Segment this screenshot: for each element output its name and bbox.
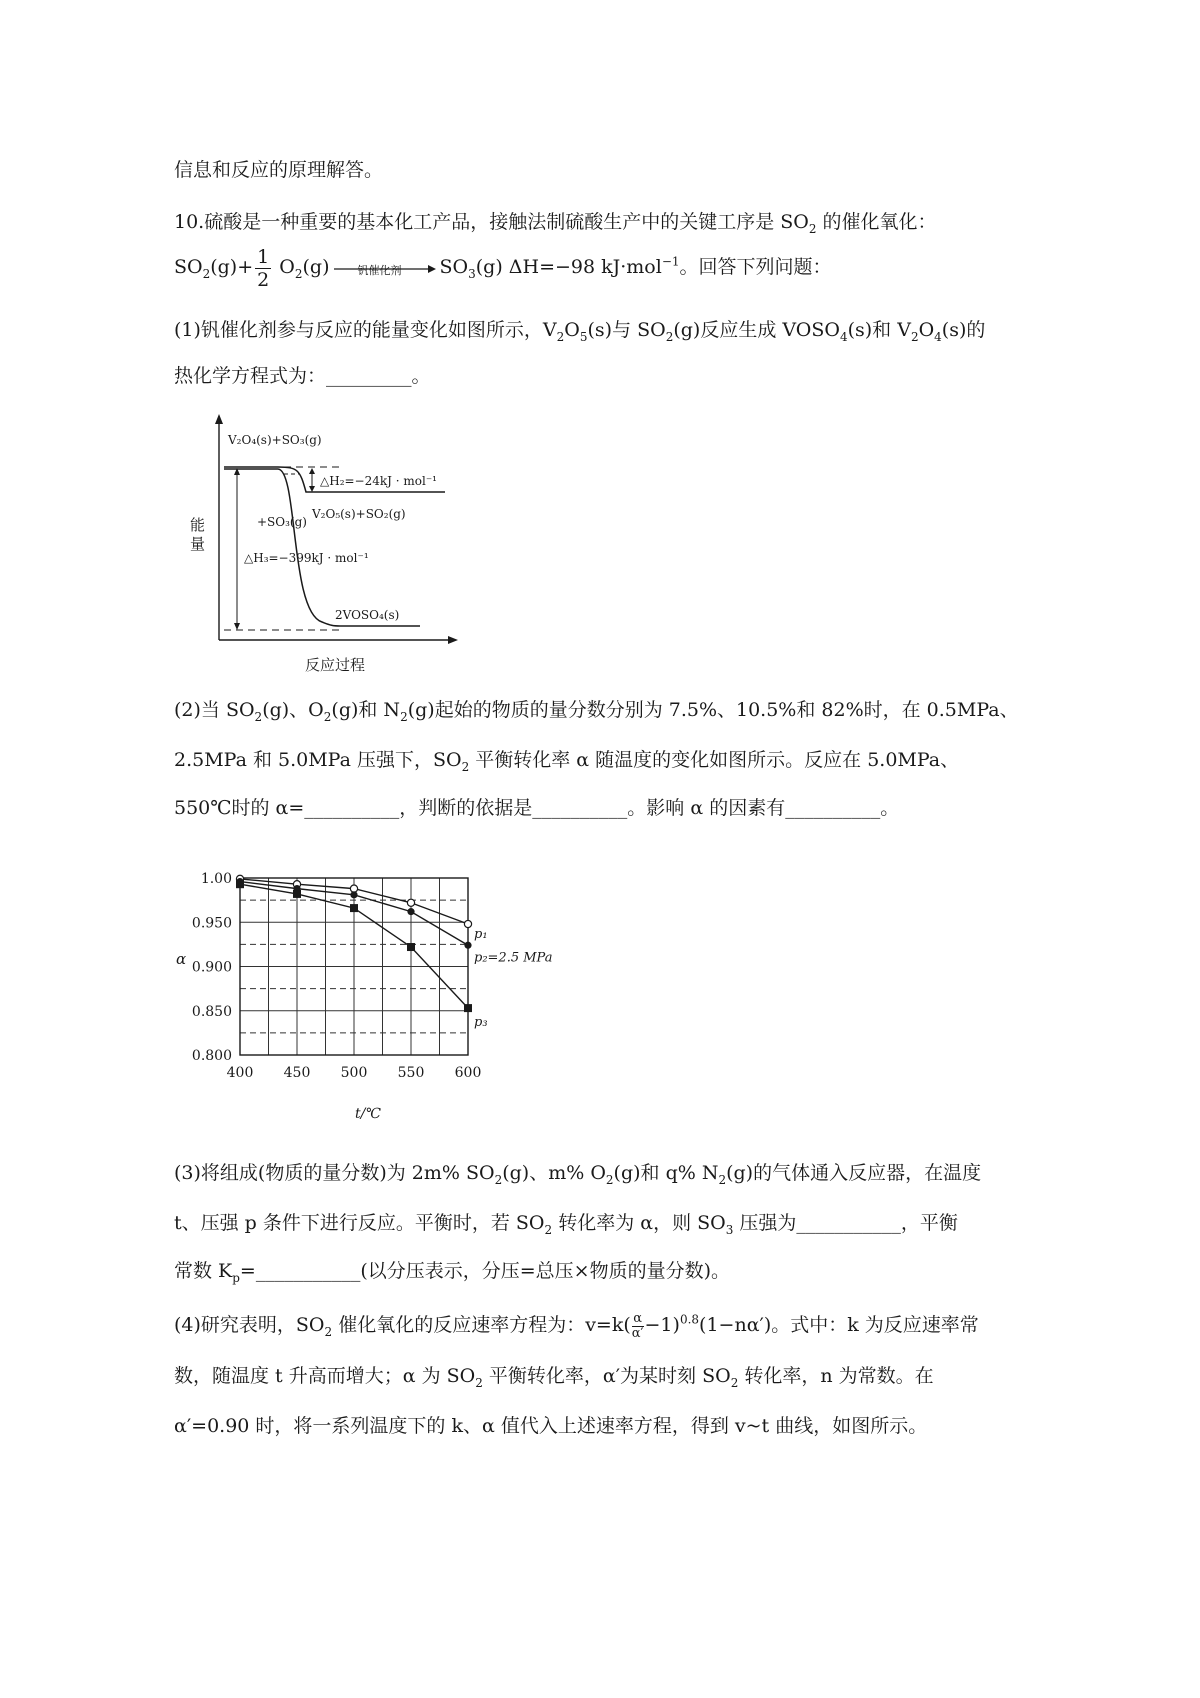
data-point-square [236,880,244,888]
y-tick-label: 0.800 [191,1048,232,1064]
data-point-square [407,943,415,951]
question-2-line-3: 550℃时的 α=__________，判断的依据是__________。影响 α 的因素有__________。 [174,797,900,819]
text-line-1: 信息和反应的原理解答。 [174,159,384,181]
x-tick-label: 450 [283,1065,311,1081]
y-tick-label: 0.950 [191,915,232,932]
dh3-arrow-down-icon [234,623,240,630]
series-label: p₁ [474,927,488,943]
question-2-line-1: (2)当 $SO_2(g)$、$O_2(g)$和 $N_2(g)$起始的物质的量分数分别为 7.5%、10.5%和 82%时，在 0.5MPa、 [174,699,1019,724]
data-point-square [350,904,358,912]
energy-axis-label-1: 能 [190,516,206,534]
catalyst-label: 钒催化剂 [357,264,402,277]
mid-species-label: V₂O₅(s)+SO₂(g) [312,507,406,521]
x-axis-label: t/℃ [355,1106,382,1122]
x-tick-label: 500 [340,1065,368,1081]
y-tick-label: 0.900 [191,959,232,976]
bottom-species-label: 2VOSO₄(s) [335,608,400,622]
x-tick-label: 600 [454,1065,482,1081]
data-point-open-circle [464,920,471,927]
data-point-filled-circle [407,908,414,915]
question-10-intro: 10.硫酸是一种重要的基本化工产品，接触法制硫酸生产中的关键工序是 $SO_2$ 的催化氧化： [174,211,937,236]
reaction-process-label: 反应过程 [305,656,366,674]
series-label: p₂=2.5 MPa [474,950,553,966]
energy-axis-label-2: 量 [190,535,206,553]
y-axis-arrow-icon [215,414,223,424]
question-2-line-2: 2.5MPa 和 5.0MPa 压强下，$SO_2$ 平衡转化率 α 随温度的变化如图所示。反应在 5.0MPa、 [174,749,960,774]
y-tick-label: 0.850 [191,1003,232,1020]
reaction-equation: $SO_2(g)+$ $\frac{1}{2}$ $O_2(g)$ 钒催化剂 $SO_3(g)$ ΔH=−98 kJ·mol$^{-1}$。回答下列问题： [174,245,832,291]
question-4-line-3: α′=0.90 时，将一系列温度下的 k、α 值代入上述速率方程，得到 v~t 曲线，如图所示。 [174,1415,928,1437]
y-axis-label: α [176,950,187,968]
reaction-arrow-icon [330,263,438,275]
y-tick-label: 1.00 [200,871,232,887]
data-point-filled-circle [464,942,471,949]
alpha-temperature-chart [168,868,588,1128]
dh2-arrow-up-icon [309,468,315,474]
data-point-open-circle [350,885,357,892]
question-4-line-2: 数，随温度 t 升高而增大；α 为 $SO_2$ 平衡转化率，α′为某时刻 $SO_2$ 转化率，n 为常数。在 [174,1365,934,1390]
dh2-arrow-down-icon [309,486,315,492]
plus-so3-label: +SO₃(g) [257,515,307,529]
data-point-open-circle [407,899,414,906]
x-tick-label: 550 [397,1065,425,1081]
question-3-line-1: (3)将组成(物质的量分数)为 2m% $SO_2(g)$、m% $O_2(g)$和 q% $N_2(g)$的气体通入反应器，在温度 [174,1162,982,1187]
catalyst-arrow [330,255,440,281]
series-label: p₃ [474,1015,488,1031]
question-1-line-1: (1)钒催化剂参与反应的能量变化如图所示，$V_2O_5(s)$与 $SO_2(g)$反应生成 $VOSO_4(s)$和 $V_2O_4(s)$的 [174,319,986,344]
question-3-line-2: t、压强 p 条件下进行反应。平衡时，若 $SO_2$ 转化率为 α，则 $SO_3$ 压强为___________，平衡 [174,1212,958,1237]
x-axis-arrow-icon [448,636,458,644]
data-point-square [293,890,301,898]
data-point-filled-circle [350,891,357,898]
question-1-line-2: 热化学方程式为：_________。 [174,365,431,387]
energy-diagram [180,412,470,682]
question-3-line-3: 常数 $K_p=\_\_\_\_\_\_\_\_\_\_\_$(以分压表示，分压=总压×物质的量分数)。 [174,1260,731,1285]
dh2-label: △H₂=−24kJ · mol⁻¹ [320,474,437,488]
x-tick-label: 400 [226,1065,254,1081]
dh3-label: △H₃=−399kJ · mol⁻¹ [244,551,369,565]
data-point-square [464,1004,472,1012]
fraction-half: $\frac{1}{2}$ [257,245,270,291]
alpha-ratio-fraction: $\frac{\alpha}{\alpha'}$ [631,1310,644,1341]
top-species-label: V₂O₄(s)+SO₃(g) [228,433,322,447]
question-4-line-1: (4)研究表明，$SO_2$ 催化氧化的反应速率方程为：v=k( $\frac{\alpha}{\alpha'}$ −1)$^{0.8}$(1−nα′)。式中：k 为反应速率常 [174,1310,979,1341]
